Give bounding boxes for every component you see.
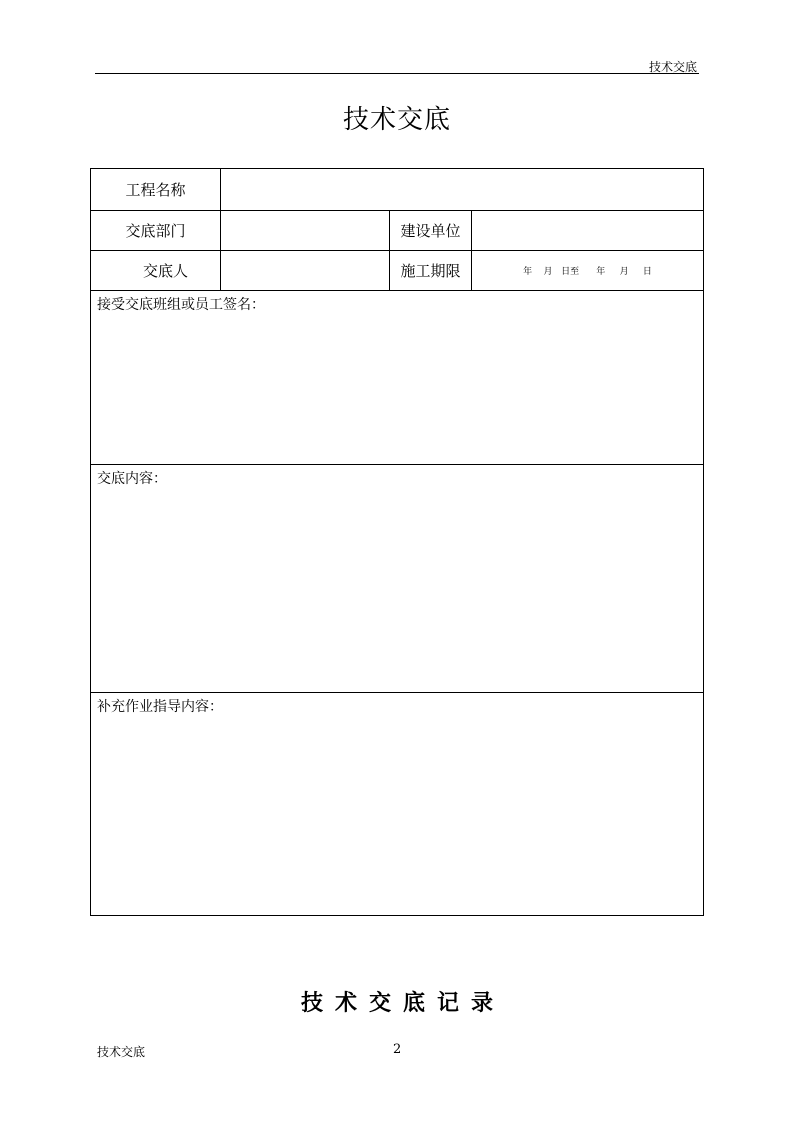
project-name-row [91, 169, 703, 211]
period-label: 施工期限 [390, 251, 472, 290]
department-label: 交底部门 [91, 211, 221, 250]
period-field[interactable]: 年 月 日至 年 月 日 [523, 267, 652, 277]
signatures-section[interactable] [91, 291, 703, 465]
page-number: 2 [393, 1042, 402, 1057]
page-header-text: 技术交底 [648, 60, 697, 74]
supplement-section[interactable] [91, 693, 703, 915]
document-title: 技术交底 [342, 105, 451, 135]
briefer-label: 交底人 [91, 251, 221, 290]
record-title: 技术交底记录 [300, 991, 505, 1016]
department-field[interactable] [221, 211, 390, 250]
content-section[interactable] [91, 465, 703, 693]
technical-briefing-form [90, 168, 704, 916]
department-row [91, 211, 703, 251]
project-name-label: 工程名称 [91, 169, 221, 210]
briefer-row [91, 251, 703, 291]
header-rule [95, 73, 699, 74]
footer-text: 技术交底 [97, 1045, 146, 1059]
signatures-label: 接受交底班组或员工签名： [97, 297, 265, 313]
briefer-field[interactable] [221, 251, 390, 290]
builder-label: 建设单位 [390, 211, 472, 250]
content-label: 交底内容： [97, 471, 167, 487]
project-name-field[interactable] [221, 169, 703, 210]
supplement-label: 补充作业指导内容： [97, 699, 223, 715]
builder-field[interactable] [472, 211, 703, 250]
